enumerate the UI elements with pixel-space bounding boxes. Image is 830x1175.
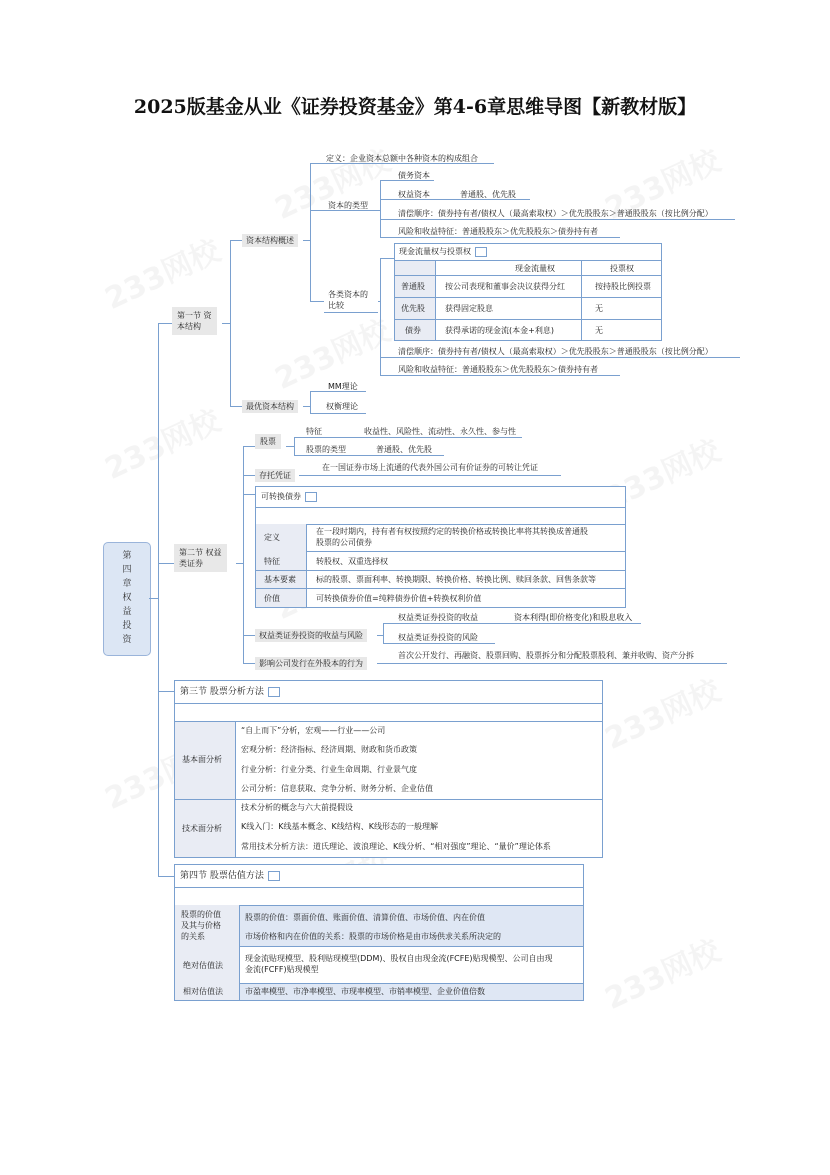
section2-label-line1: 第二节 权益 — [179, 548, 222, 557]
connector — [243, 635, 255, 636]
risk-label: 权益类证券投资的风险 — [398, 633, 478, 642]
risk-return-text: 风险和收益特征：普通股股东＞优先股股东＞债券持有者 — [398, 227, 598, 236]
watermark — [596, 926, 726, 1018]
watermark — [266, 136, 396, 228]
divider — [581, 261, 582, 340]
root-label: 第四章权益投资 — [122, 551, 132, 645]
connector — [243, 475, 255, 476]
connector — [158, 876, 174, 877]
watermark — [96, 226, 226, 318]
connector — [236, 563, 243, 564]
capital-compare-node-line2[interactable]: 比较 — [328, 301, 344, 310]
risk-return-text: 风险和收益特征：普通股股东＞优先股股东＞债券持有者 — [398, 365, 598, 374]
table-cell: 可转换债券价值=纯粹债券价值+转换权利价值 — [316, 594, 482, 603]
connector — [380, 258, 394, 259]
divider — [256, 588, 625, 589]
underline — [299, 475, 561, 476]
connector — [378, 301, 380, 302]
table-row-label: 优先股 — [401, 304, 425, 313]
divider — [175, 887, 583, 888]
relative-valuation-label[interactable]: 相对估值法 — [183, 987, 223, 996]
table-cell: 按持股比例投票 — [595, 282, 651, 291]
section2-label-line2: 类证券 — [179, 559, 203, 568]
table-row-label: 定义 — [264, 533, 280, 542]
section4-title[interactable]: 第四节 股票估值方法 — [180, 870, 280, 883]
return-risk-node[interactable]: 权益类证券投资的收益与风险 — [255, 629, 367, 642]
stock-feature-label: 特征 — [306, 427, 322, 436]
row-header-bg — [175, 721, 235, 857]
connector — [377, 635, 383, 636]
underline — [383, 623, 641, 624]
note-icon — [475, 247, 487, 257]
section3-table — [174, 680, 603, 858]
watermark — [596, 666, 726, 758]
technical-item: 技术分析的概念与六大前提假设 — [241, 803, 353, 812]
cashflow-voting-table — [394, 243, 662, 341]
repayment-order-text: 清偿顺序：债券持有者/债权人（最高索取权）＞优先股股东＞普通股股东（按比例分配） — [398, 347, 713, 356]
absolute-valuation-label[interactable]: 绝对估值法 — [183, 961, 223, 970]
section1-label-line1: 第一节 资 — [177, 311, 212, 320]
underline — [377, 663, 727, 664]
stock-node[interactable]: 股票 — [255, 434, 281, 449]
page-title: 2025版基金从业《证券投资基金》第4-6章思维导图【新教材版】 — [133, 96, 697, 118]
table-row-label: 债券 — [405, 326, 421, 335]
underline — [380, 357, 740, 358]
debt-capital-text: 债务资本 — [398, 171, 430, 180]
value-label-line[interactable]: 及其与价格 — [181, 921, 221, 930]
depositary-receipt-node[interactable]: 存托凭证 — [255, 469, 295, 482]
underline — [380, 375, 620, 376]
optimal-structure-node[interactable]: 最优资本结构 — [242, 400, 298, 413]
return-label: 权益类证券投资的收益 — [398, 613, 478, 622]
header-cashflow: 现金流量权 — [515, 264, 555, 273]
underline — [294, 437, 522, 438]
underline — [324, 312, 378, 313]
capital-types-node[interactable]: 资本的类型 — [328, 201, 368, 210]
table-row-label: 普通股 — [401, 282, 425, 291]
divider — [256, 507, 625, 508]
capital-structure-overview-node[interactable]: 资本结构概述 — [242, 234, 298, 247]
header-voting: 投票权 — [610, 264, 634, 273]
tradeoff-theory-text: 权衡理论 — [326, 402, 358, 411]
connector — [230, 240, 231, 406]
divider — [175, 799, 602, 800]
outstanding-shares-node[interactable]: 影响公司发行在外股本的行为 — [255, 657, 367, 670]
outstanding-shares-text: 首次公开发行、再融资、股票回购、股票拆分和分配股票股利、兼并收购、资产分拆 — [398, 651, 694, 660]
table-cell: 无 — [595, 304, 603, 313]
return-text: 资本利得(即价格变化)和股息收入 — [514, 613, 633, 622]
relative-valuation-item: 市盈率模型、市净率模型、市现率模型、市销率模型、企业价值倍数 — [245, 987, 485, 996]
technical-item: K线入门：K线基本概念、K线结构、K线形态的一般理解 — [241, 822, 438, 831]
underline — [380, 237, 620, 238]
table-row-label: 价值 — [264, 594, 280, 603]
absolute-valuation-item: 现金流贴现模型、股利贴现模型(DDM)、股权自由现金流(FCFE)贴现模型、公司自由现 — [245, 954, 553, 963]
fundamental-item: 公司分析：信息获取、竞争分析、财务分析、企业估值 — [241, 784, 433, 793]
connector — [286, 446, 294, 447]
section3-title[interactable]: 第三节 股票分析方法 — [180, 686, 280, 699]
connector — [310, 301, 324, 302]
stock-type-label: 股票的类型 — [306, 445, 346, 454]
stock-features-text: 收益性、风险性、流动性、永久性、参与性 — [364, 427, 516, 436]
connector — [378, 210, 380, 211]
connector — [243, 663, 255, 664]
table-cell: 按公司表现和董事会决议获得分红 — [445, 282, 565, 291]
technical-analysis-label[interactable]: 技术面分析 — [182, 824, 222, 833]
value-label-line[interactable]: 的关系 — [181, 932, 205, 941]
capital-compare-node-line1[interactable]: 各类资本的 — [328, 290, 368, 299]
connector — [303, 406, 310, 407]
connector — [294, 437, 295, 455]
table-title: 现金流量权与投票权 — [399, 246, 487, 257]
connector — [243, 446, 244, 663]
divider — [175, 703, 602, 704]
value-label-line[interactable]: 股票的价值 — [181, 910, 221, 919]
divider — [435, 261, 436, 340]
table-cell: 无 — [595, 326, 603, 335]
equity-capital-detail: 普通股、优先股 — [460, 190, 516, 199]
stock-types-text: 普通股、优先股 — [376, 445, 432, 454]
value-item: 市场价格和内在价值的关系：股票的市场价格是由市场供求关系所决定的 — [245, 932, 501, 941]
connector — [158, 323, 172, 324]
divider — [175, 721, 602, 722]
fundamental-item: 宏观分析：经济指标、经济周期、财政和货币政策 — [241, 745, 417, 754]
connector — [310, 163, 322, 164]
connector — [380, 180, 381, 237]
depositary-receipt-text: 在一国证券市场上流通的代表外国公司有价证券的可转让凭证 — [322, 463, 538, 472]
divider — [235, 721, 236, 857]
section4-table — [174, 864, 584, 1001]
connector — [310, 163, 311, 301]
underline — [380, 219, 735, 220]
convertible-bond-title[interactable]: 可转换债券 — [261, 491, 317, 502]
section1-label-line2: 本结构 — [177, 322, 201, 331]
note-icon — [305, 492, 317, 502]
fundamental-item: “自上而下”分析，宏观——行业——公司 — [241, 726, 386, 735]
table-cell: 获得固定股息 — [445, 304, 493, 313]
connector — [383, 623, 384, 643]
connector — [310, 210, 324, 211]
table-cell: 在一段时期内，持有者有权按照约定的转换价格或转换比率将其转换成普通股 — [316, 527, 588, 536]
underline — [324, 210, 378, 211]
note-icon — [268, 687, 280, 697]
connector — [158, 563, 174, 564]
root-connector — [158, 323, 159, 876]
connector — [303, 240, 310, 241]
note-icon — [268, 871, 280, 881]
root-connector — [149, 598, 158, 599]
divider — [306, 524, 307, 607]
root-node[interactable] — [103, 542, 151, 656]
technical-item: 常用技术分析方法：道氏理论、波浪理论、K线分析、“相对强度”理论、“量价”理论体系 — [241, 842, 551, 851]
underline — [383, 643, 495, 644]
connector — [243, 446, 255, 447]
mm-theory-text: MM理论 — [328, 382, 358, 391]
absolute-valuation-item: 金流(FCFF)贴现模型 — [245, 965, 319, 974]
section2-node[interactable] — [174, 544, 227, 572]
value-item: 股票的价值：票面价值、账面价值、清算价值、市场价值、内在价值 — [245, 913, 485, 922]
table-cell: 获得承诺的现金流(本金+利息) — [445, 326, 554, 335]
connector — [230, 406, 242, 407]
connector — [230, 240, 242, 241]
watermark — [96, 396, 226, 488]
table-cell: 股票的公司债券 — [316, 538, 372, 547]
convertible-bond-table — [255, 486, 626, 608]
repayment-order-text: 清偿顺序：债券持有者/债权人（最高索取权）＞优先股股东＞普通股股东（按比例分配） — [398, 209, 713, 218]
underline — [310, 413, 366, 414]
connector — [158, 691, 174, 692]
definition-text: 定义：企业资本总额中各种资本的构成组合 — [326, 154, 478, 163]
table-row-label: 特征 — [264, 557, 280, 566]
section1-node[interactable] — [172, 307, 217, 335]
underline — [322, 163, 494, 164]
fundamental-analysis-label[interactable]: 基本面分析 — [182, 755, 222, 764]
connector — [243, 494, 255, 495]
connector — [222, 323, 230, 324]
table-row-label: 基本要素 — [264, 575, 296, 584]
equity-capital-text: 权益资本 — [398, 190, 430, 199]
fundamental-item: 行业分析：行业分类、行业生命周期、行业景气度 — [241, 765, 417, 774]
table-cell: 转股权、双重选择权 — [316, 557, 388, 566]
divider — [256, 570, 625, 571]
underline — [294, 455, 444, 456]
connector — [310, 391, 311, 413]
table-cell: 标的股票、票面利率、转换期限、转换价格、转换比例、赎回条款、回售条款等 — [316, 575, 596, 584]
divider — [239, 905, 240, 1000]
